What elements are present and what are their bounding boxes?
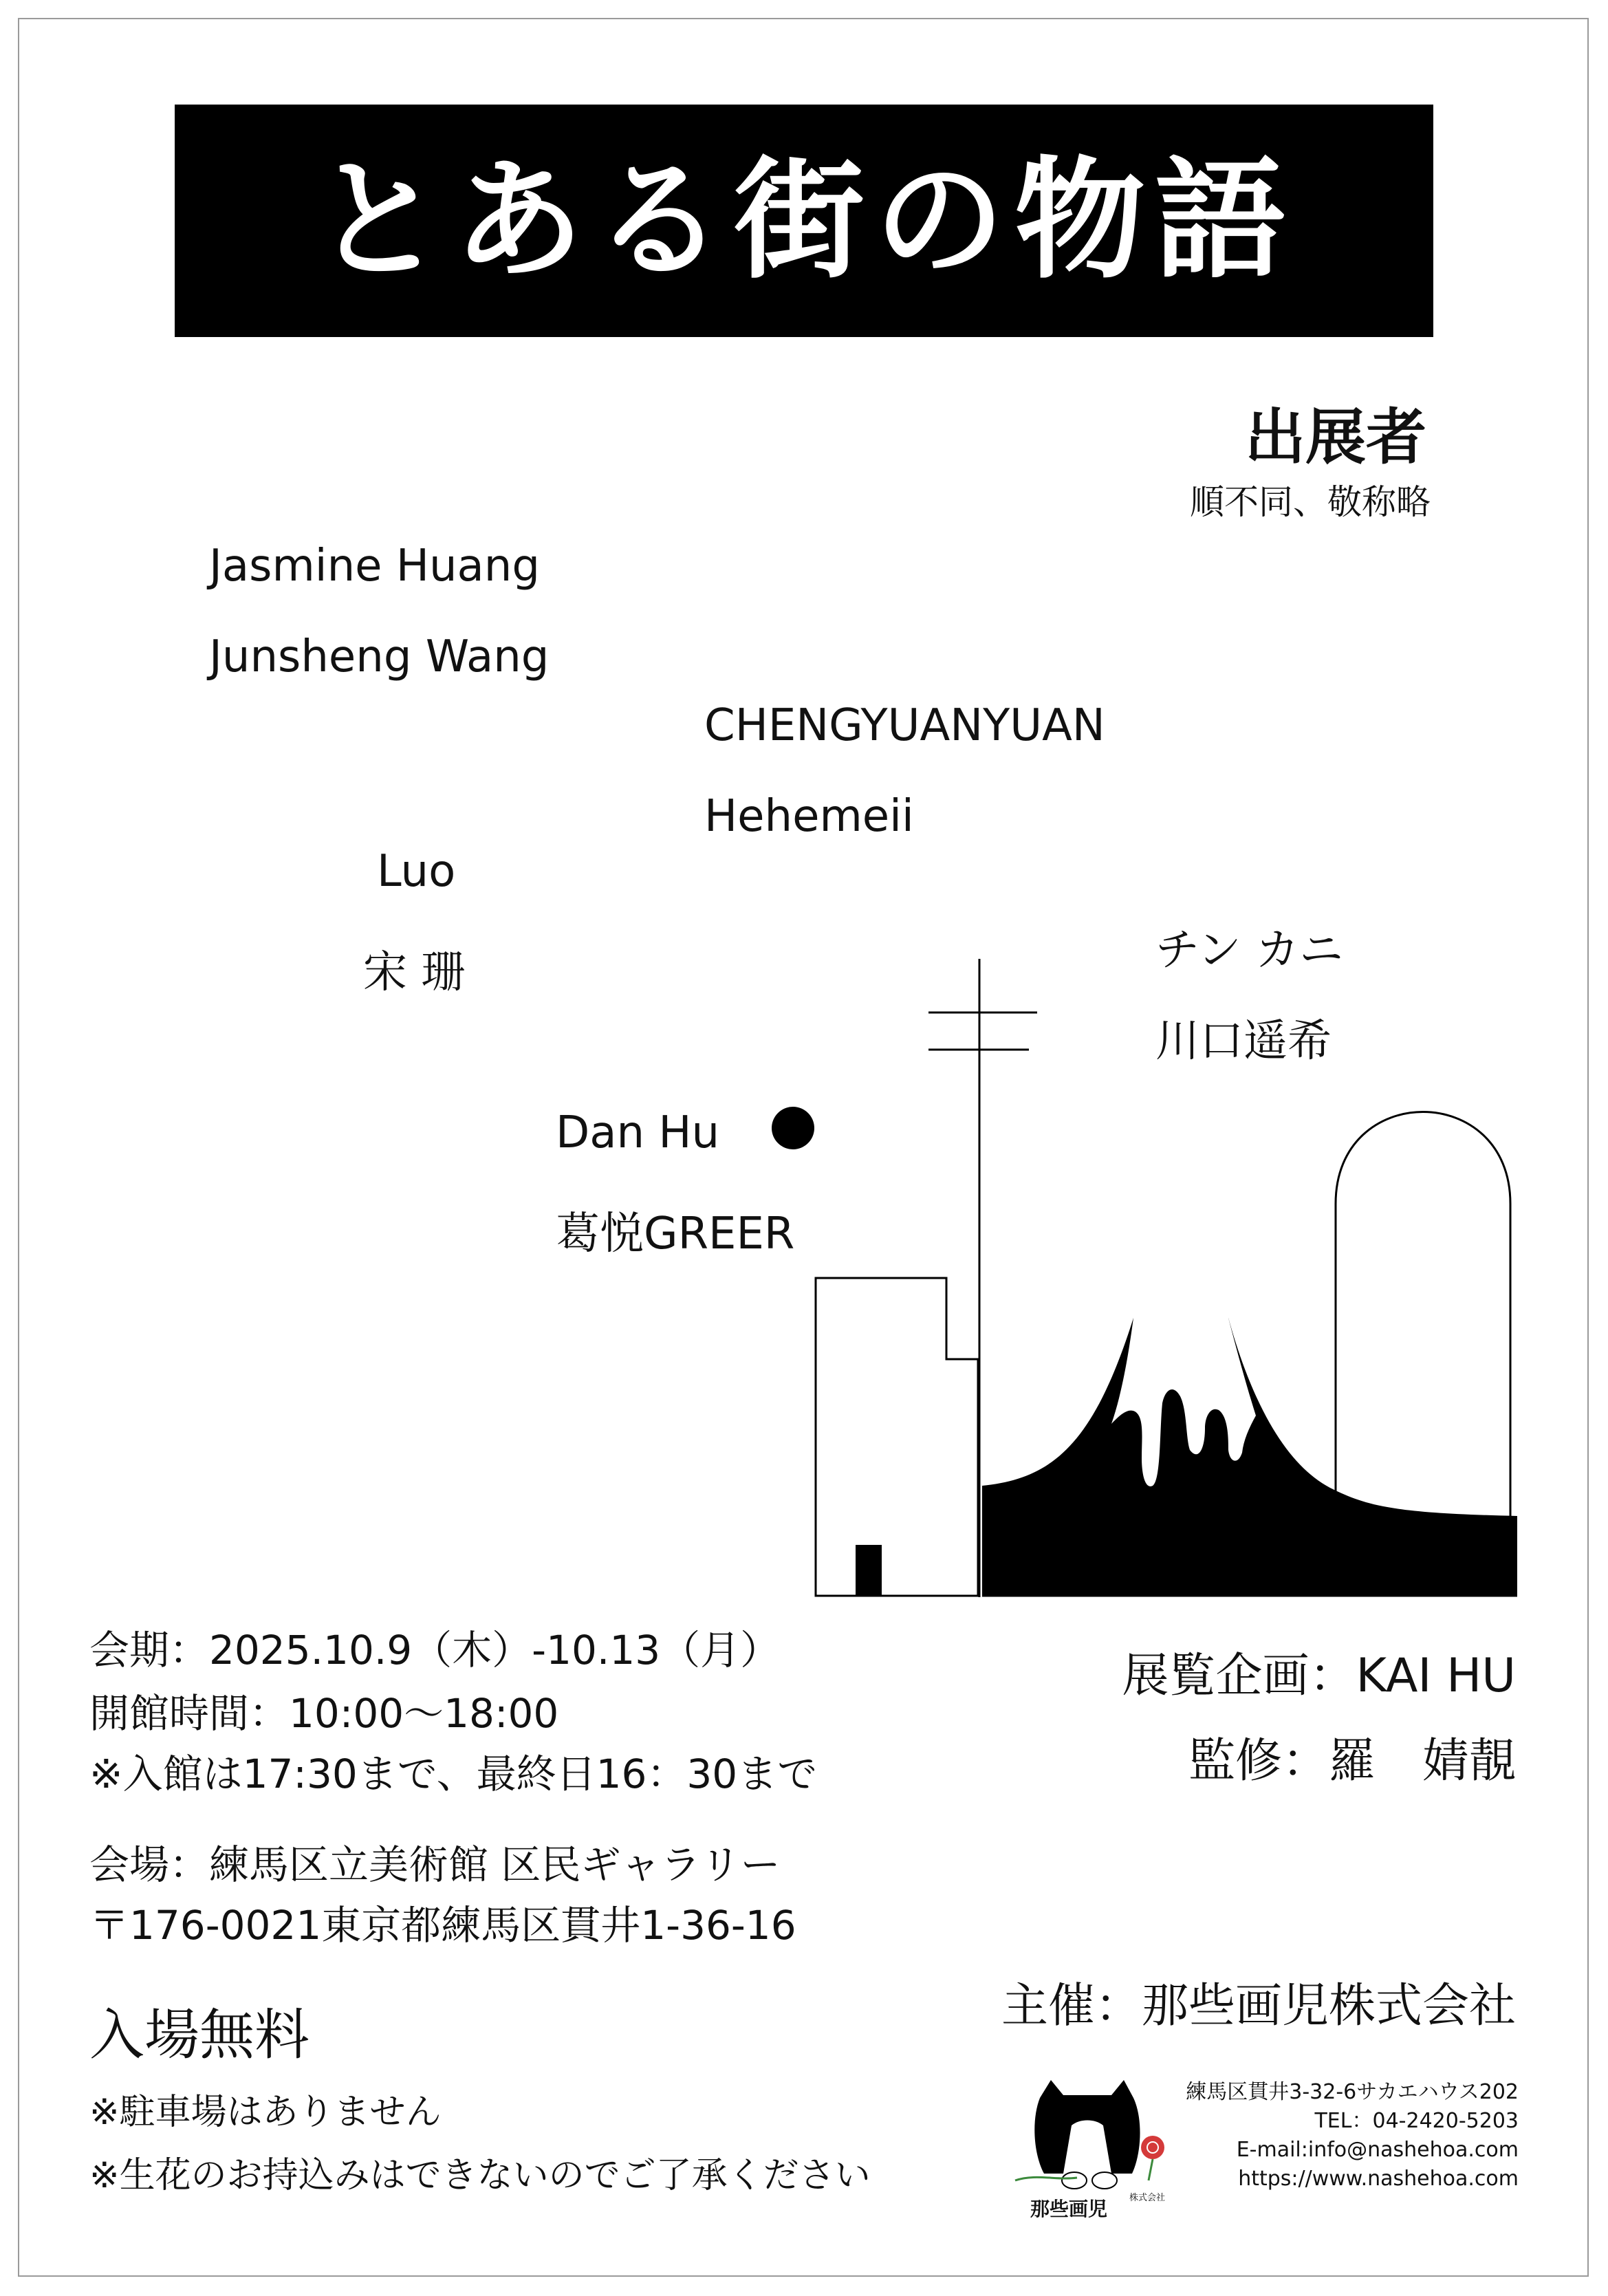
exhibitor-name: Luo — [377, 846, 456, 897]
contact-email[interactable]: E-mail:info@nashehoa.com — [1236, 2138, 1519, 2162]
planning-credit: 展覧企画：KAI HU — [1122, 1649, 1516, 1703]
admission-free: 入場無料 — [89, 2003, 309, 2067]
contact-address: 練馬区貫井3-32-6サカエハウス202 — [1186, 2080, 1519, 2104]
exhibitors-note: 順不同、敬称略 — [1190, 482, 1431, 522]
flowers-note: ※生花のお持込みはできないのでご了承ください — [89, 2155, 871, 2196]
hours-text: 開館時間：10:00〜18:00 — [89, 1690, 559, 1737]
exhibitor-name: 宋 珊 — [363, 947, 466, 998]
logo-subtext: 株式会社 — [1129, 2193, 1166, 2203]
sun-icon — [772, 1107, 814, 1149]
contact-url[interactable]: https://www.nashehoa.com — [1238, 2167, 1519, 2191]
exhibitor-name: 川口遥希 — [1155, 1016, 1332, 1067]
exhibitor-name: 葛悦GREER — [556, 1209, 795, 1259]
exhibitor-name: チン カニ — [1155, 925, 1344, 976]
mountain-icon — [982, 1318, 1517, 1596]
exhibitor-name: Jasmine Huang — [209, 541, 540, 592]
entry-note: ※入館は17:30まで、最終日16：30まで — [89, 1751, 818, 1797]
company-logo — [1008, 2077, 1169, 2229]
venue-text: 会場：練馬区立美術館 区民ギャラリー — [89, 1841, 781, 1888]
contact-tel: TEL：04-2420-5203 — [1314, 2109, 1519, 2133]
period-text: 会期：2025.10.9（木）-10.13（月） — [89, 1627, 781, 1674]
logo-text: 那些画児 — [1030, 2198, 1108, 2220]
building-icon — [816, 1278, 978, 1596]
supervision-credit: 監修：羅 婧靚 — [1188, 1734, 1516, 1788]
exhibitor-name: Dan Hu — [556, 1107, 720, 1158]
cat-logo-icon — [1008, 2077, 1169, 2208]
exhibitor-name: Junsheng Wang — [209, 631, 550, 682]
rose-icon — [1141, 2136, 1164, 2180]
organizer-credit: 主催：那些画児株式会社 — [1001, 1979, 1516, 2033]
page-title: とある街の物語 — [312, 144, 1295, 296]
exhibitor-name: Hehemeii — [704, 791, 914, 842]
exhibitor-name: CHENGYUANYUAN — [704, 700, 1105, 751]
exhibitors-heading: 出展者 — [1244, 402, 1426, 473]
address-text: 〒176-0021東京都練馬区貫井1-36-16 — [89, 1902, 796, 1949]
parking-note: ※駐車場はありません — [89, 2092, 442, 2133]
